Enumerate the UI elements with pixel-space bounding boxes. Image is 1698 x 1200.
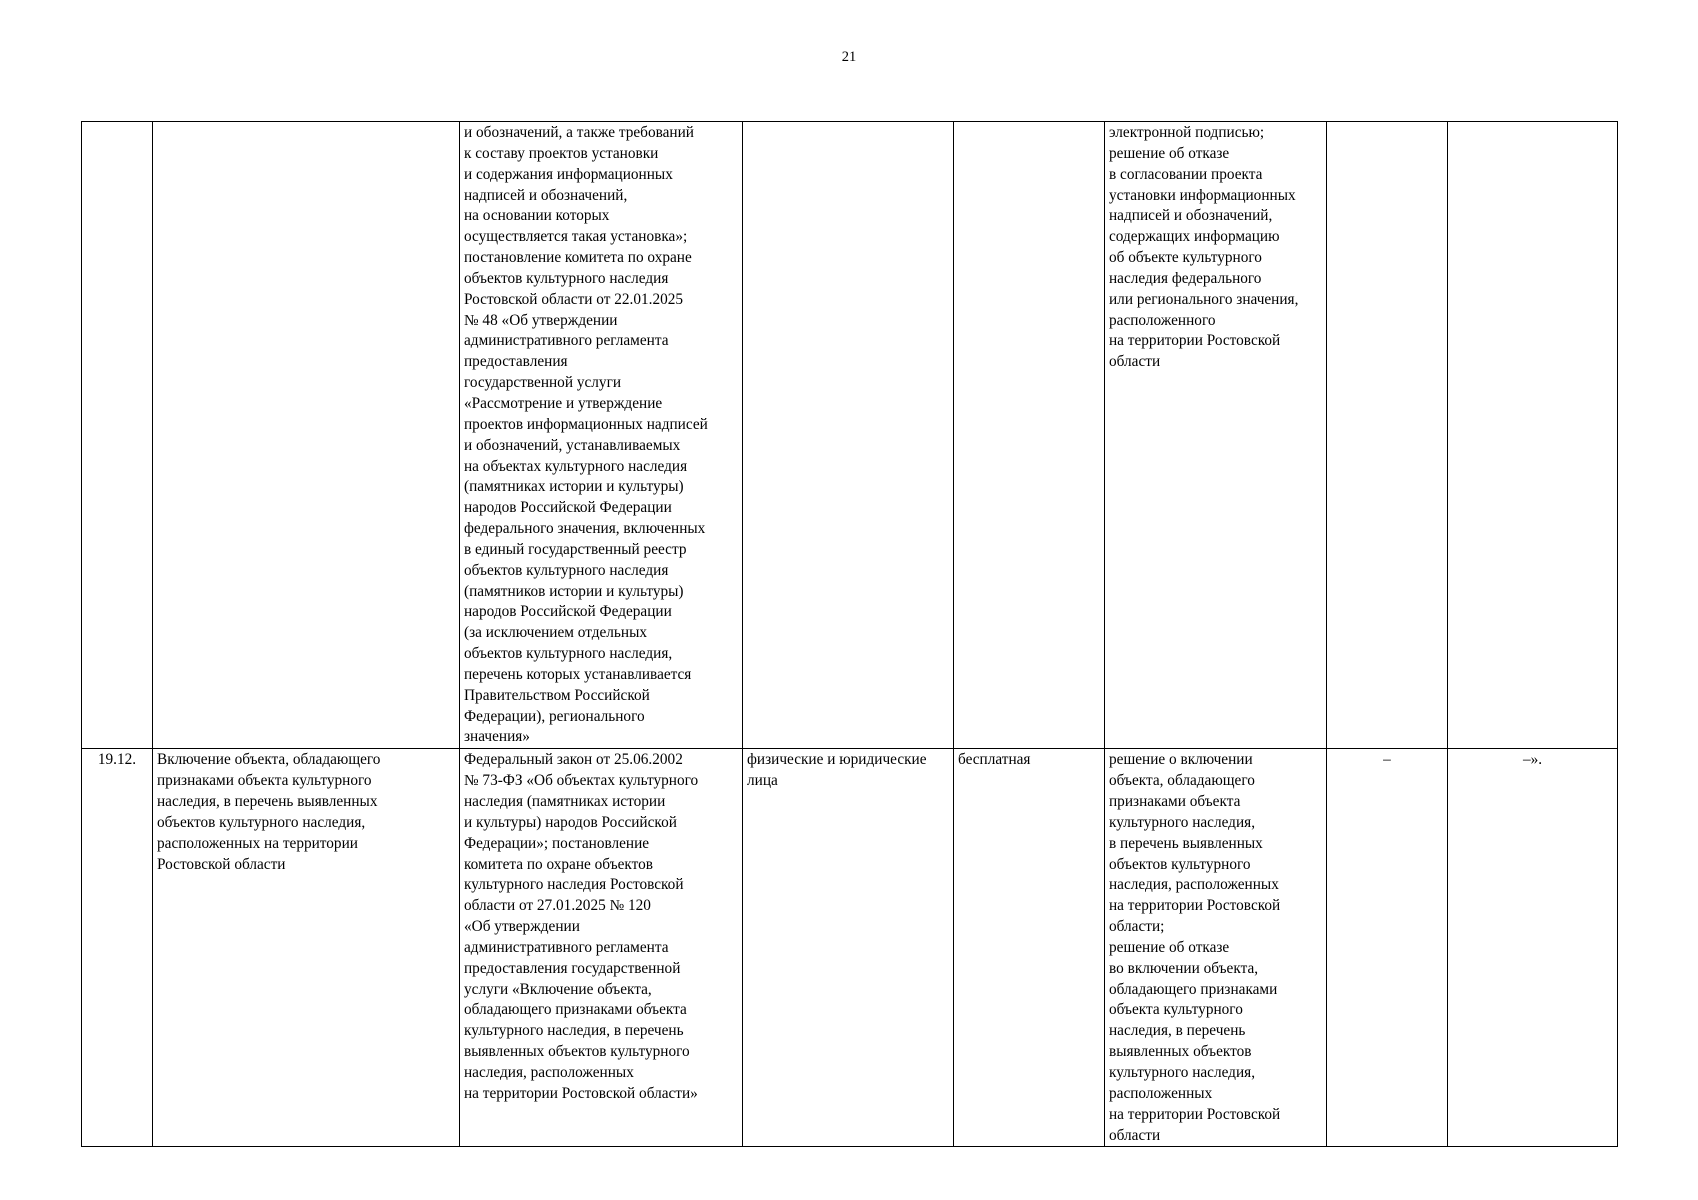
page-number: 21 bbox=[841, 49, 857, 65]
cell-legal-basis: и обозначений, а также требований к составу проектов установки и содержания информационных надписей и обозначений, на основании которых осуществляется такая установка»; постановление комитета по охране объектов культурного наследия Ростовской области от 22.01.2025 № 48 «Об утверждении административного регламента предоставления государственной услуги «Рассмотрение и утверждение проектов информационных надписей и обозначений, устанавливаемых на объектах культурного наследия (памятниках истории и культуры) народов Российской Федерации федерального значения, включенных в единый государственный реестр объектов культурного наследия (памятников истории и культуры) народов Российской Федерации (за исключением отдельных объектов культурного наследия, перечень которых устанавливается Правительством Российской Федерации), регионального значения» bbox=[460, 122, 743, 749]
table-row bbox=[82, 749, 1618, 1147]
cell-result: электронной подписью; решение об отказе в согласовании проекта установки информационных надписей и обозначений, содержащих информацию об объекте культурного наследия федерального или регионального значения, расположенного на территории Ростовской области bbox=[1105, 122, 1327, 749]
cell-col7 bbox=[1327, 122, 1448, 749]
services-table bbox=[81, 121, 1618, 1147]
cell-service-name bbox=[153, 122, 460, 749]
cell-number: 19.12. bbox=[82, 749, 153, 1147]
cell-number bbox=[82, 122, 153, 749]
cell-applicants bbox=[743, 122, 954, 749]
cell-applicants: физические и юридические лица bbox=[743, 749, 954, 1147]
cell-col7: – bbox=[1327, 749, 1448, 1147]
cell-col8 bbox=[1448, 122, 1618, 749]
cell-fee: бесплатная bbox=[954, 749, 1105, 1147]
cell-fee bbox=[954, 122, 1105, 749]
cell-legal-basis: Федеральный закон от 25.06.2002 № 73-ФЗ «Об объектах культурного наследия (памятниках истории и культуры) народов Российской Федерации»; постановление комитета по охране объектов культурного наследия Ростовской области от 27.01.2025 № 120 «Об утверждении административного регламента предоставления государственной услуги «Включение объекта, обладающего признаками объекта культурного наследия, в перечень выявленных объектов культурного наследия, расположенных на территории Ростовской области» bbox=[460, 749, 743, 1147]
cell-result: решение о включении объекта, обладающего признаками объекта культурного наследия, в перечень выявленных объектов культурного наследия, расположенных на территории Ростовской области; решение об отказе во включении объекта, обладающего признаками объекта культурного наследия, в перечень выявленных объектов культурного наследия, расположенных на территории Ростовской области bbox=[1105, 749, 1327, 1147]
cell-col8: –». bbox=[1448, 749, 1618, 1147]
table-row bbox=[82, 122, 1618, 749]
cell-service-name: Включение объекта, обладающего признаками объекта культурного наследия, в перечень выявленных объектов культурного наследия, расположенных на территории Ростовской области bbox=[153, 749, 460, 1147]
